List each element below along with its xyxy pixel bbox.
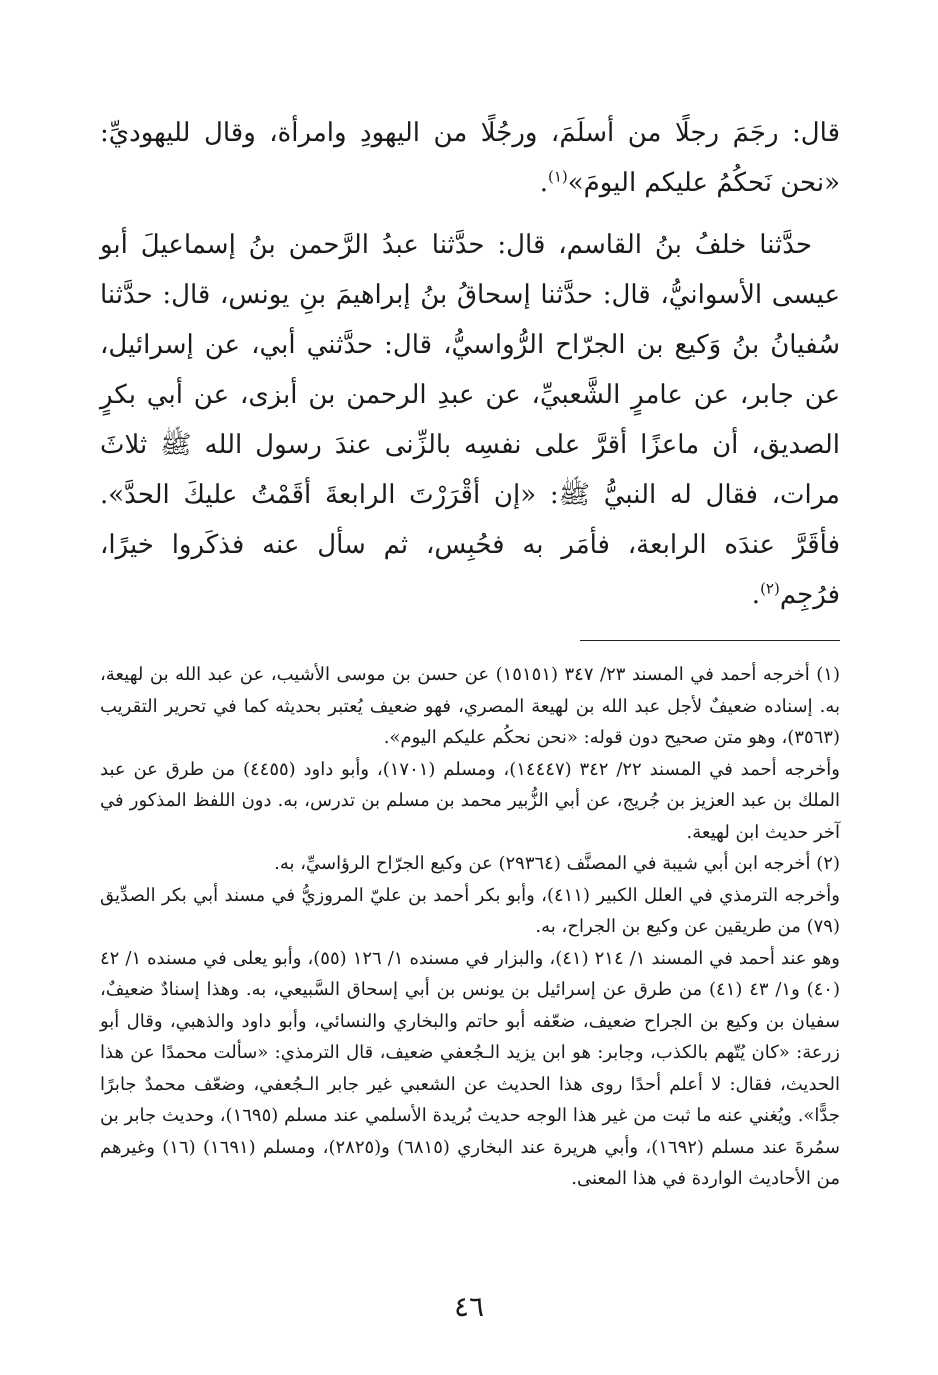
para2-end: .	[751, 580, 761, 610]
footnote-2-continued-c	[100, 943, 840, 1195]
page-number: ٤٦	[453, 1290, 485, 1323]
para1-end: .	[539, 168, 548, 198]
footnote-2-continued-b	[100, 880, 840, 943]
para2-text: حدَّثنا خلفُ بنُ القاسم، قال: حدَّثنا عبدُ الرَّحمن بنُ إسماعيلَ أبو عيسى الأسوانيُّ، قال: حدَّثنا إسحاقُ بنُ إبراهيمَ بنِ يونس، قال: حدَّثنا سُفيانُ بنُ وَكيع بن الجرّاح الرُّواسيُّ، قال: حدَّثني أبي، عن إسرائيل، عن جابر، عن عامرٍ الشَّعبيِّ، عن عبدِ الرحمن بن أبزى، عن أبي بكرٍ الصديق، أن ماعزًا أقرَّ على نفسِه بالزِّنى عندَ رسول الله ﷺ ثلاثَ مرات، فقال له النبيُّ ﷺ: «إن أقْرَرْتَ الرابعةَ أقَمْتُ عليكَ الحدَّ». فأقَرَّ عندَه الرابعة، فأمَر به فحُبِس، ثم سأل عنه فذكَروا خيرًا، فرُجِم	[100, 230, 840, 610]
footnote-separator	[580, 640, 840, 641]
para1-text: قال: رجَمَ رجلًا من أسلَمَ، ورجُلًا من اليهودِ وامرأة، وقال لليهوديِّ: «نحن نَحكُمُ عليكم اليومَ»	[100, 118, 840, 198]
footnote-ref-2[interactable]: (٢)	[760, 579, 780, 598]
footnote-1	[100, 659, 840, 754]
footnote-2b-text: وأخرجه الترمذي في العلل الكبير (٤١١)، وأبو بكر أحمد بن عليّ المروزيُّ في مسند أبي بكر الصدِّيق (٧٩) من طريقين عن وكيع بن الجراح، به.	[100, 884, 840, 937]
footnote-ref-1[interactable]: (١)	[547, 167, 568, 186]
footnote-2-text: أخرجه ابن أبي شيبة في المصنَّف (٢٩٣٦٤) عن وكيع الجرّاح الرؤاسيِّ، به.	[274, 853, 811, 874]
footnote-2	[100, 848, 840, 880]
footnote-1b-text: وأخرجه أحمد في المسند ٢٢/ ٣٤٢ (١٤٤٤٧)، ومسلم (١٧٠١)، وأبو داود (٤٤٥٥) من طرق عن عبد الملك بن عبد العزيز بن جُريج، عن أبي الزُّبير محمد بن مسلم بن تدرس، به. دون اللفظ المذكور في آخر حديث ابن لهيعة.	[100, 758, 841, 843]
footnote-2c-text: وهو عند أحمد في المسند ١/ ٢١٤ (٤١)، والبزار في مسنده ١/ ١٢٦ (٥٥)، وأبو يعلى في مسنده ١/ ٤٢ (٤٠) و١/ ٤٣ (٤١) من طرق عن إسرائيل بن يونس بن أبي إسحاق السَّبيعي، به. وهذا إسنادٌ ضعيفٌ، سفيان بن وكيع بن الجراح ضعيف، ضعّفه أبو حاتم والبخاري والنسائي، وأبو داود والذهبي، وقال أبو زرعة: «كان يُتّهم بالكذب، وجابر: هو ابن يزيد الـجُعفي ضعيف، قال الترمذي: «سألت محمدًا عن هذا الحديث، فقال: لا أعلم أحدًا روى هذا الحديث عن الشعبي غير جابر الـجُعفي، وضعّف محمدٌ جابرًا جدًّا». ويُغني عنه ما ثبت من غير هذا الوجه حديث بُريدة الأسلمي عند مسلم (١٦٩٥)، وحديث جابر بن سمُرةَ عند مسلم (١٦٩٢)، وأبي هريرة عند البخاري (٦٨١٥) و(٢٨٢٥)، ومسلم (١٦٩١) (١٦) وغيرهم من الأحاديث الواردة في هذا المعنى.	[100, 947, 840, 1189]
main-paragraph-1	[100, 108, 840, 208]
page-content	[100, 108, 840, 1195]
footnote-1-continued	[100, 754, 840, 849]
footnote-1-number: (١)	[816, 664, 840, 685]
footnote-1-text: أخرجه أحمد في المسند ٢٣/ ٣٤٧ (١٥١٥١) عن حسن بن موسى الأشيب، عن عبد الله بن لهيعة، به. إسناده ضعيفٌ لأجل عبد الله بن لهيعة المصري، فهو ضعيف يُعتبر بحديثه كما في تحرير التقريب (٣٥٦٣)، وهو متن صحيح دون قوله: «نحن نحكُم عليكم اليوم».	[100, 664, 840, 748]
main-paragraph-2	[100, 220, 840, 620]
footnote-2-number: (٢)	[816, 853, 840, 874]
